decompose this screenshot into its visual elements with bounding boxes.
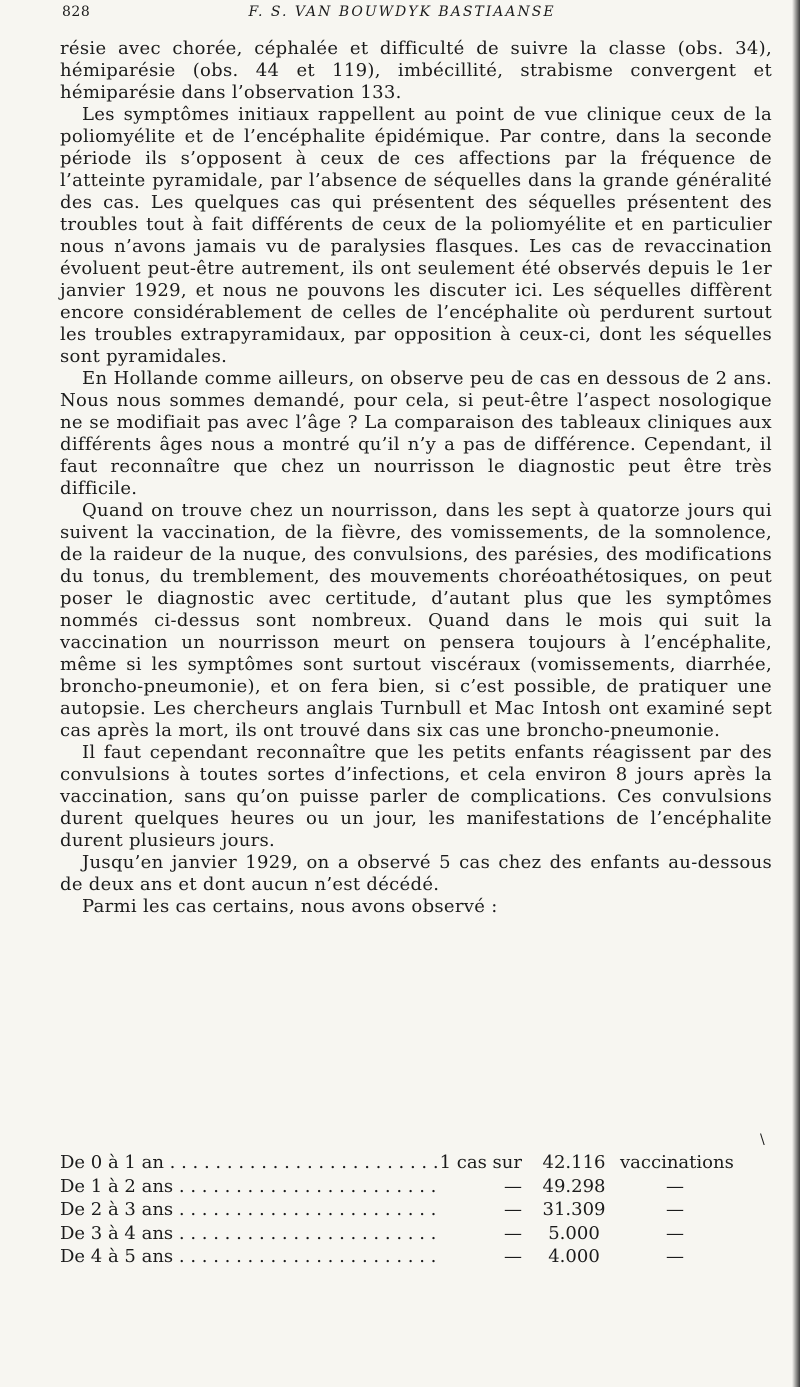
page-edge-shadow [792, 0, 800, 1387]
paragraph-initial-symptoms: Les symptômes initiaux rappellent au point de vue clinique ceux de la poliomyélite et de l’encéphalite épidémique. Par contre, dans la seconde période ils s’opposent à ceux de ces affections par la fréquence de l’atteinte pyramidale, par l’absence de séquelles dans la grande généralité des cas. Les quelques cas qui présentent des séquelles présentent des troubles tout à fait différents de ceux de la poliomyélite et en particulier nous n’avons jamais vu de paralysies flasques. Les cas de revaccination évoluent peut-être autrement, ils ont seulement été observés depuis le 1er janvier 1929, et nous ne pouvons les discuter ici. Les séquelles diffèrent encore considérablement de celles de l’encéphalite où perdurent surtout les troubles extrapyramidaux, par opposition à ceux-ci, dont les séquelles sont pyramidales. [60, 104, 772, 367]
stat-age: De 0 à 1 an . . . [60, 1151, 438, 1174]
stat-row [60, 1151, 776, 1175]
stat-count: 49.298 [542, 1175, 606, 1197]
stat-unit: — [666, 1246, 684, 1267]
paragraph-continued: résie avec chorée, céphalée et difficulté de suivre la classe (obs. 34), hémiparésie (obs. 44 et 119), imbécillité, strabisme convergent et hémiparésie dans l’observation 133. [60, 38, 772, 103]
stat-row [60, 1175, 776, 1199]
age-statistics-list [60, 1151, 776, 1269]
stat-count: 5.000 [548, 1222, 600, 1244]
stat-row [60, 1245, 776, 1269]
stat-cases: — [504, 1199, 522, 1220]
page-number: 828 [62, 4, 91, 20]
body-text [60, 38, 772, 918]
paragraph-certain-cases: Parmi les cas certains, nous avons observé : [82, 896, 498, 917]
stat-unit: vaccinations [620, 1152, 734, 1173]
stat-unit: — [666, 1199, 684, 1220]
stat-count: 31.309 [542, 1199, 606, 1220]
stat-unit: — [666, 1222, 684, 1244]
stat-age: De 3 à 4 ans . . . [60, 1222, 438, 1245]
paragraph-infant-diagnosis: Quand on trouve chez un nourrisson, dans les sept à quatorze jours qui suivent la vaccination, de la fièvre, des vomissements, de la somnolence, de la raideur de la nuque, des convulsions, des parésies, des modifications du tonus, du tremblement, des mouvements choréoathétosiques, on peut poser le diagnostic avec certitude, d’autant plus que les symptômes nommés ci-dessus sont nombreux. Quand dans le mois qui suit la vaccination un nourrisson meurt on pensera toujours à l’encéphalite, même si les symptômes sont surtout viscéraux (vomissements, diarrhée, broncho-pneumonie), et on fera bien, si c’est possible, de pratiquer une autopsie. Les chercheurs anglais Turnbull et Mac Intosh ont examiné sept cas après la mort, ils ont trouvé dans six cas une broncho-pneumonie. [60, 500, 772, 741]
page-header [62, 4, 742, 26]
paragraph-holland: En Hollande comme ailleurs, on observe peu de cas en dessous de 2 ans. Nous nous sommes demandé, pour cela, si peut-être l’aspect nosologique ne se modifiait pas avec l’âge ? La comparaison des tableaux cliniques aux différents âges nous a montré qu’il n’y a pas de différence. Cependant, il faut reconnaître que chez un nourrisson le diagnostic peut être très difficile. [60, 368, 772, 499]
stat-row [60, 1222, 776, 1246]
margin-mark: \ [760, 1132, 765, 1148]
stat-count: 42.116 [542, 1152, 606, 1173]
paragraph-convulsions: Il faut cependant reconnaître que les petits enfants réagissent par des convulsions à toutes sortes d’infections, et cela environ 8 jours après la vaccination, sans qu’on puisse parler de complications. Ces convulsions durent quelques heures ou un jour, les manifestations de l’encéphalite durent plusieurs jours. [60, 742, 772, 851]
stat-row [60, 1198, 776, 1222]
stat-age: De 1 à 2 ans . . . [60, 1175, 438, 1198]
stat-age: De 4 à 5 ans . . . [60, 1245, 438, 1268]
stat-count: 4.000 [548, 1246, 600, 1267]
stat-unit: — [666, 1175, 684, 1197]
stat-cases: — [504, 1175, 522, 1197]
running-head: F. S. VAN BOUWDYK BASTIAANSE [248, 4, 556, 20]
stat-age: De 2 à 3 ans . . . [60, 1198, 438, 1221]
paragraph-january-1929: Jusqu’en janvier 1929, on a observé 5 cas chez des enfants au-dessous de deux ans et dont aucun n’est décédé. [60, 852, 772, 895]
stat-cases: — [504, 1222, 522, 1244]
stat-cases: 1 cas sur [439, 1152, 522, 1173]
stat-cases: — [504, 1246, 522, 1267]
